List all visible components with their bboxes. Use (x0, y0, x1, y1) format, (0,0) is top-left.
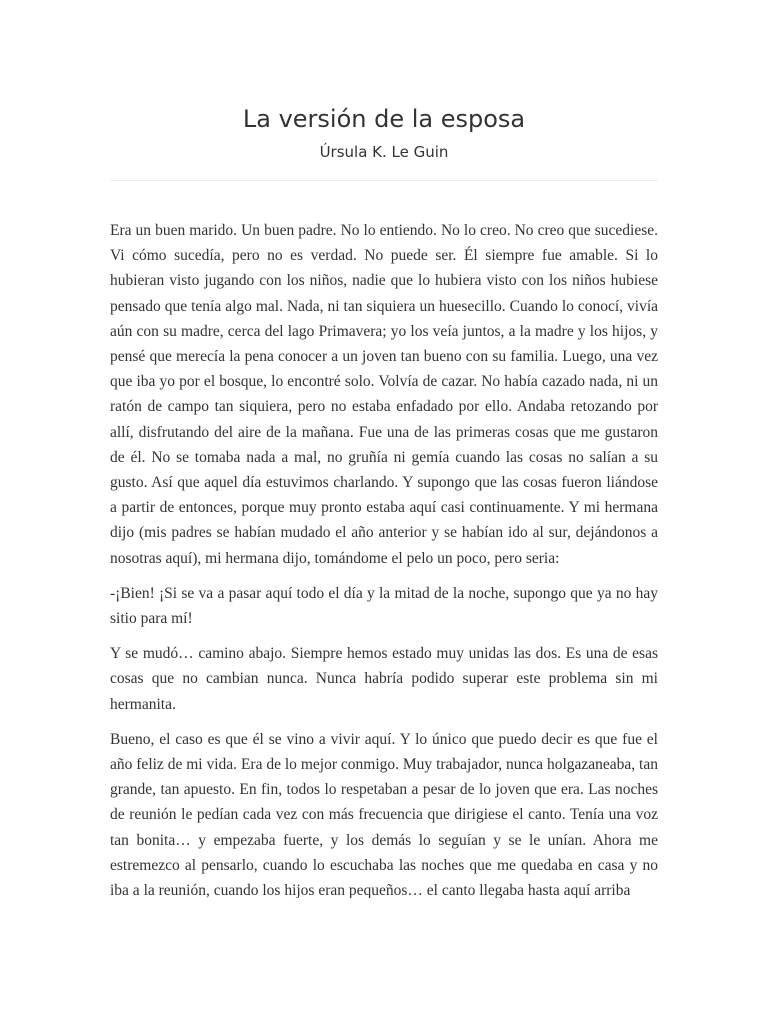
document-body (110, 218, 658, 898)
document-page (110, 0, 658, 1024)
paragraph: -¡Bien! ¡Si se va a pasar aquí todo el día y la mitad de la noche, supongo que ya no hay sitio para mí! (110, 584, 658, 628)
paragraph: Y se mudó… camino abajo. Siempre hemos estado muy unidas las dos. Es una de esas cosas que no cambian nunca. Nunca habría podido superar este problema sin mi hermanita. (110, 645, 658, 713)
document-content (110, 0, 658, 898)
document-title: La versión de la esposa (242, 105, 526, 133)
header-divider (110, 180, 658, 181)
paragraph: Bueno, el caso es que él se vino a vivir aquí. Y lo único que puedo decir es que fue el año feliz de mi vida. Era de lo mejor conmigo. Muy trabajador, nunca holgazaneaba, tan grande, tan apuesto. En fin, todos lo respetaban a pesar de lo joven que era. Las noches de reunión le pedían cada vez con más frecuencia que dirigiese el canto. Tenía una voz tan bonita… y empezaba fuerte, y los demás lo seguían y se le unían. Ahora me estremezco al pensarlo, cuando lo escuchaba las noches que me quedaba en casa y no iba a la reunión, cuando los hijos eran pequeños… el canto llegaba hasta aquí arriba (110, 730, 658, 898)
paragraph: Era un buen marido. Un buen padre. No lo entiendo. No lo creo. No creo que sucediese. Vi cómo sucedía, pero no es verdad. No puede ser. Él siempre fue amable. Si lo hubieran visto jugando con los niños, nadie que lo hubiera visto con los niños hubiese pensado que tenía algo mal. Nada, ni tan siquiera un huesecillo. Cuando lo conocí, vivía aún con su madre, cerca del lago Primavera; yo los veía juntos, a la madre y los hijos, y pensé que merecía la pena conocer a un joven tan bueno con su familia. Luego, una vez que iba yo por el bosque, lo encontré solo. Volvía de cazar. No había cazado nada, ni un ratón de campo tan siquiera, pero no estaba enfadado por ello. Andaba retozando por allí, disfrutando del aire de la mañana. Fue una de las primeras cosas que me gustaron de él. No se tomaba nada a mal, no gruñía ni gemía cuando las cosas no salían a su gusto. Así que aquel día estuvimos charlando. Y supongo que las cosas fueron liándose a partir de entonces, porque muy pronto estaba aquí casi continuamente. Y mi hermana dijo (mis padres se habían mudado el año anterior y se habían ido al sur, dejándonos a nosotras aquí), mi hermana dijo, tomándome el pelo un poco, pero seria: (110, 222, 658, 567)
document-header (110, 0, 658, 181)
document-author: Úrsula K. Le Guin (319, 143, 449, 161)
